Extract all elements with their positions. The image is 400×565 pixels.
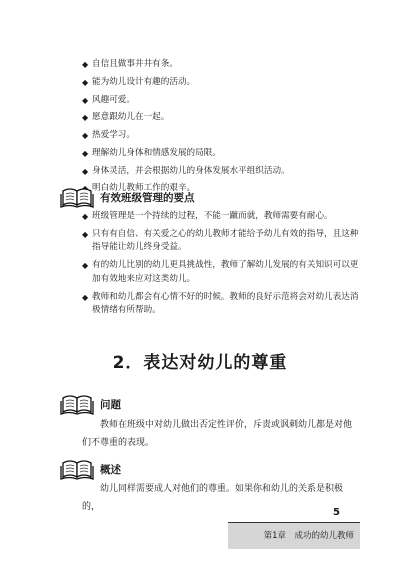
diamond-bullet-icon: ◆ bbox=[82, 292, 89, 302]
diamond-bullet-icon: ◆ bbox=[82, 113, 89, 123]
section-header-class-management bbox=[60, 186, 195, 208]
list-item bbox=[82, 94, 360, 108]
list-item-text: 只有有自信、有关爱之心的幼儿教师才能给予幼儿有效的指导，且这种指导能让幼儿终身受益。 bbox=[92, 228, 359, 253]
section-title: 有效班级管理的要点 bbox=[100, 191, 195, 204]
chapter-footer bbox=[228, 522, 360, 549]
list-item bbox=[82, 58, 360, 72]
list-item bbox=[82, 291, 360, 318]
list-item-text: 热爱学习。 bbox=[92, 130, 135, 141]
list-item bbox=[82, 165, 360, 179]
open-book-icon bbox=[60, 458, 94, 480]
list-item-text: 班级管理是一个持续的过程，不能一蹴而就，教师需要有耐心。 bbox=[92, 211, 333, 221]
diamond-bullet-icon: ◆ bbox=[82, 212, 89, 221]
section-header-problem bbox=[60, 393, 121, 415]
list-item-text: 教师和幼儿都会有心情不好的时候。教师的良好示范将会对幼儿表达消极情绪有所帮助。 bbox=[92, 291, 359, 316]
section-title: 概述 bbox=[100, 463, 121, 476]
open-book-icon bbox=[60, 186, 94, 208]
list-item-text: 明白幼儿教师工作的艰辛。 bbox=[92, 183, 196, 194]
open-book-icon bbox=[60, 393, 94, 415]
list-item-text: 风趣可爱。 bbox=[92, 94, 135, 105]
diamond-bullet-icon: ◆ bbox=[82, 229, 89, 239]
list-item-text: 自信且做事井井有条。 bbox=[92, 59, 178, 69]
list-item bbox=[82, 76, 360, 90]
list-item-text: 能为幼儿设计有趣的活动。 bbox=[92, 76, 196, 87]
bullet-list-qualities bbox=[82, 58, 360, 200]
diamond-bullet-icon: ◆ bbox=[82, 261, 89, 271]
diamond-bullet-icon: ◆ bbox=[82, 60, 89, 69]
list-item bbox=[82, 129, 360, 143]
section-title: 问题 bbox=[100, 398, 121, 411]
list-item bbox=[82, 147, 360, 161]
bullet-list-management-points bbox=[82, 210, 360, 322]
section-heading: 2．表达对幼儿的尊重 bbox=[112, 353, 288, 373]
diamond-bullet-icon: ◆ bbox=[82, 148, 89, 158]
list-item-text: 理解幼儿身体和情感发展的局限。 bbox=[92, 147, 221, 158]
diamond-bullet-icon: ◆ bbox=[82, 77, 89, 87]
footer-chapter-title: 第1章 成功的幼儿教师 bbox=[263, 531, 354, 541]
overview-paragraph: 幼儿同样需要成人对他们的尊重。如果你和幼儿的关系是积极的， bbox=[82, 484, 344, 512]
diamond-bullet-icon: ◆ bbox=[82, 95, 89, 105]
list-item-text: 愿意跟幼儿在一起。 bbox=[92, 112, 170, 123]
list-item bbox=[82, 259, 360, 286]
list-item-text: 身体灵活，并会根据幼儿的身体发展水平组织活动。 bbox=[92, 165, 290, 176]
list-item bbox=[82, 111, 360, 125]
diamond-bullet-icon: ◆ bbox=[82, 131, 89, 141]
list-item-text: 有的幼儿比别的幼儿更具挑战性，教师了解幼儿发展的有关知识可以更加有效地来应对这类幼儿。 bbox=[92, 260, 359, 284]
page-number: 5 bbox=[333, 507, 340, 518]
list-item bbox=[82, 210, 360, 224]
diamond-bullet-icon: ◆ bbox=[82, 166, 89, 176]
list-item bbox=[82, 228, 360, 255]
section-header-overview bbox=[60, 458, 121, 480]
problem-paragraph: 教师在班级中对幼儿做出否定性评价，斥责或讽刺幼儿都是对他们不尊重的表现。 bbox=[82, 420, 353, 448]
